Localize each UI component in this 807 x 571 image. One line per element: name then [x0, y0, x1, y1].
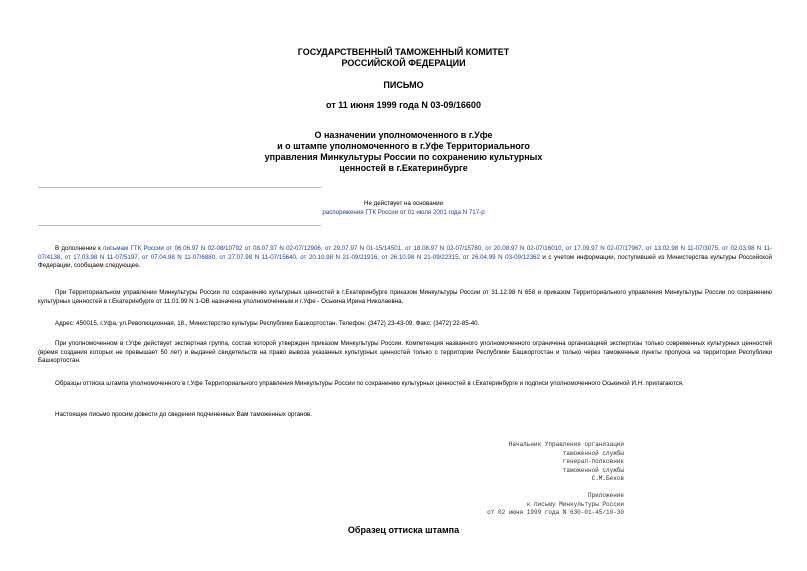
paragraph-6-text: Настоящее письмо просим довести до сведения подчиненных Вам таможенных органов. [55, 411, 312, 418]
document-type: ПИСЬМО [383, 80, 424, 90]
signer-name: С.М.Беков [591, 475, 624, 483]
paragraph-2-text: При Территориальном управлении Минкультуры России по сохранению культурных ценностей в г.Екатеринбурге приказом Минкультуры России от 31.12.98 N 658 и приказом Территориального управления Минкультуры России по сохранению культурных ценностей в г.Екатеринбурге от 11.01.99 N 1-ОВ назначена уполномоченным и г.Уфе - Оськина Ирина Николаевна. [38, 289, 772, 305]
paragraph-5-text: Образцы оттиска штампа уполномоченного в г.Уфе Территориального управления Минкультуры России по сохранению культурных ценностей в г.Екатеринбурге и подписи уполномоченного Оськиной И.Н. прилагаются. [55, 380, 684, 387]
org-name-line1: ГОСУДАРСТВЕННЫЙ ТАМОЖЕННЫЙ КОМИТЕТ [297, 47, 510, 57]
document-title-line4: ценностей в г.Екатеринбурге [339, 163, 468, 173]
paragraph-3-text: Адрес: 450015, г.Уфа, ул.Революционная, 18., Министерство культуры Республики Башкортостан. Телефон: (3472) 23-43-09. Факс: (3472) 22-85-40. [55, 320, 480, 327]
signature-line2: таможенной службы [562, 449, 624, 457]
status-link-wrap [0, 209, 807, 218]
paragraph-4-text: При уполномоченном в г.Уфе действует экспертная группа, состав которой утвержден приказом Минкультуры России. Компетенция названного уполномоченного ограничена организацией экспертизы только современных культурных ценностей (время создания которых не превышает 50 лет) и выдачей свидетельств на право вывоза указанных культурных ценностей только с территории Республики Башкортостан и только через таможенные пункты пропуска на территории Республики Башкортостан. [38, 340, 772, 365]
signature-line3: генерал-полковник [562, 458, 624, 466]
paragraph-5 [38, 380, 772, 389]
appendix-line2: к письму Минкультуры России [526, 500, 624, 508]
document-title-line1: О назначении уполномоченного в г.Уфе [314, 130, 493, 140]
document-date-number: от 11 июня 1999 года N 03-09/16600 [326, 100, 481, 110]
paragraph-1-prefix: В дополнение к [55, 245, 104, 252]
paragraph-1 [38, 245, 772, 271]
divider-top [38, 187, 321, 188]
paragraph-3 [38, 320, 772, 329]
appendix-line1: Приложение [587, 492, 624, 499]
signature-line1: Начальник Управления организации [508, 441, 624, 448]
divider-bottom [38, 225, 321, 226]
stamp-sample-heading: Образец оттиска штампа [347, 525, 460, 535]
paragraph-4 [38, 340, 772, 366]
paragraph-2 [38, 289, 772, 306]
status-note: Не действует на основании [364, 200, 443, 207]
document-title-line2: и о штампе уполномоченного в г.Уфе Территориального [277, 141, 530, 151]
org-name-line2: РОССИЙСКОЙ ФЕДЕРАЦИИ [341, 58, 466, 68]
signature-line4: таможенной службы [562, 466, 624, 474]
previous-letters-link[interactable]: письмам ГТК России от 06.06.97 N 02-08/10792 от 08.07.97 N 02-07/12906, от 29.07.97 N 01-15/14501, от 18.08.97 N 02-07/15780, от 20.08.97 N 02-07/16010, от 17.09.97 N 02-07/17967, от 13.02.98 N 11-07/3075, от 02.03.98 N 11-07/4138, от 17.03.98 N 11-07/5197, от 07.04.98 N 11-07/6880, от 27.07.98 N 11-07/15640, от 20.10.98 N 21-09/21916, от 26.10.98 N 21-09/22315, от 26.04.99 N 03-09/12362 [38, 245, 773, 261]
appendix-line3: от 02 июня 1999 года N 630-01-45/10-30 [487, 509, 624, 517]
repeal-order-link[interactable]: распоряжения ГТК России от 01 июля 2001 года N 717-р [322, 209, 485, 216]
paragraph-1-suffix: и с учетом информации, поступившей из Министерства культуры Российской Федерации, сообщаем следующее. [38, 253, 772, 270]
document-title-line3: управления Минкультуры России по сохранению культурных [264, 152, 543, 162]
paragraph-6 [38, 411, 772, 420]
